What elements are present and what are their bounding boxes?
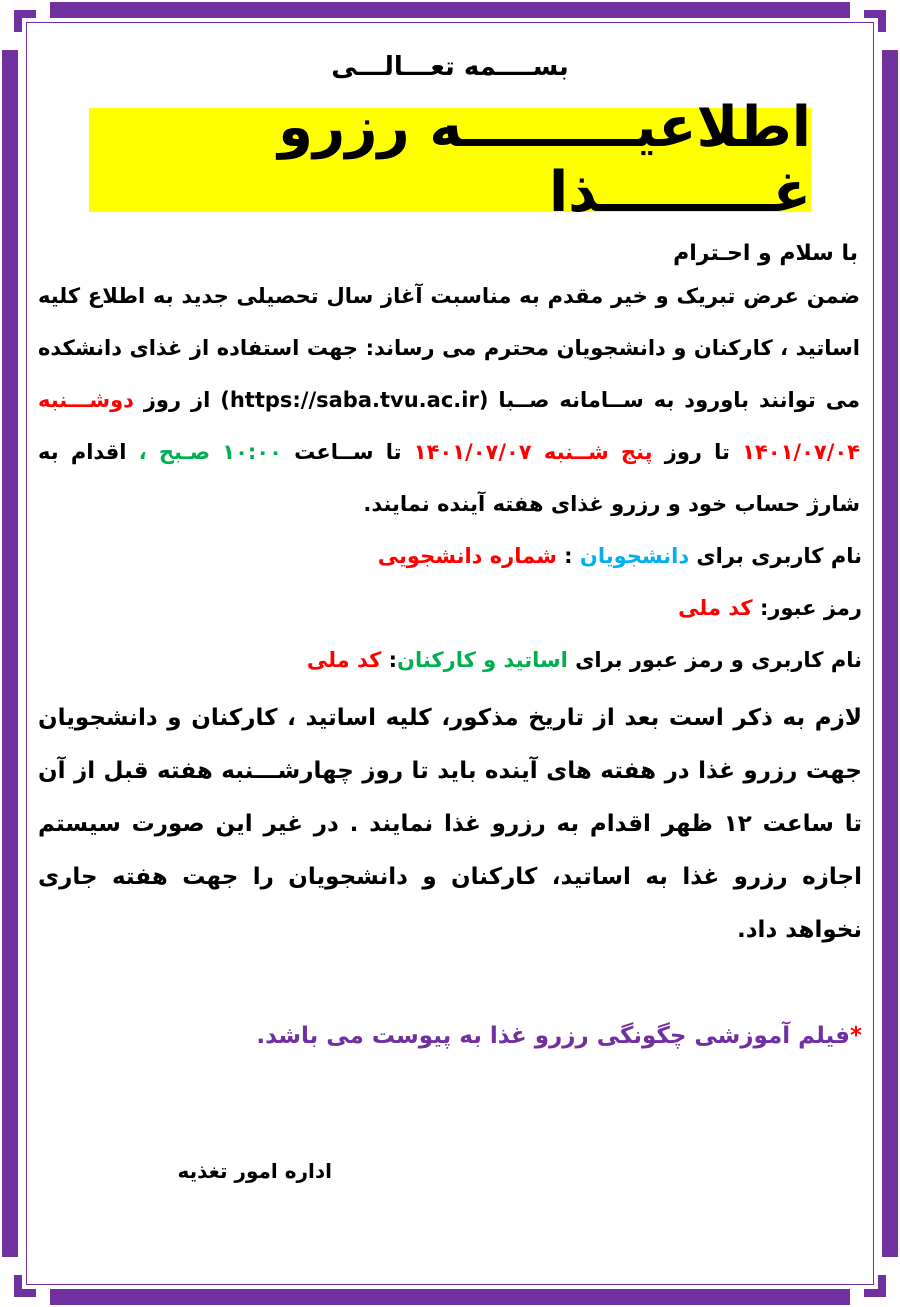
saba-url-link[interactable]: https://saba.tvu.ac.ir [229,388,479,412]
password-value: کد ملی [678,596,753,620]
title-text: اطلاعیـــــــــه رزرو غـــــــــذا [278,95,811,225]
intro-text: اقدام به شارژ حساب خود و رزرو غذای هفته آینده نمایند. [38,440,860,516]
frame-bar-right [882,50,898,1257]
frame-bar-top [50,2,850,18]
intro-text: تا روز [652,440,743,464]
announcement [38,40,862,1183]
start-day: دوشـــنبه [38,388,134,412]
staff-credentials-line [38,634,862,686]
students-label: دانشجویان [579,544,690,568]
national-code-value: کد ملی [306,648,382,672]
greeting: با سلام و احـترام [673,241,858,266]
frame-bar-bottom [50,1289,850,1305]
deadline-time: ۱۰:۰۰ صـبح ، [138,440,282,464]
label: : [556,544,580,568]
end-day: پنج شــنبه [543,440,653,464]
video-note-text: فیلم آموزشی چگونگی رزرو غذا به پیوست می باشد. [256,1023,850,1049]
password-line [38,582,862,634]
label: رمز عبور: [752,596,862,620]
basmala-heading: بســــمه تعـــالـــی [331,52,569,82]
label: : [381,648,398,672]
signature: اداره امور تغذیه [177,1159,332,1183]
label: نام کاربری برای [689,544,862,568]
video-note [38,1019,862,1053]
deadline-notice: لازم به ذکر است بعد از تاریخ مذکور، کلیه اساتید ، کارکنان و دانشجویان جهت رزرو غذا در هفته های آینده باید تا روز چهارشـــنبه هفته قبل از آن تا ساعت ۱۲ ظهر اقدام به رزرو غذا نمایند . در غیر این صورت سیستم اجازه رزرو غذا به اساتید، کارکنان و دانشجویان را جهت هفته جاری نخواهد داد. [38,705,862,943]
intro-text: تا ســاعت [281,440,414,464]
staff-label: اساتید و کارکنان [397,648,568,672]
intro-paragraph [38,270,862,530]
frame-bar-left [2,50,18,1257]
start-date: ۱۴۰۱/۰۷/۰۴ [742,440,861,464]
label: نام کاربری و رمز عبور برای [567,648,862,672]
asterisk: * [849,1023,862,1049]
student-number-value: شماره دانشجویی [377,544,557,568]
intro-text: ضمن عرض تبریک و خیر مقدم به مناسبت آغاز سال تحصیلی جدید به اطلاع کلیه اساتید ، کارکنان و دانشجویان محترم می رساند: جهت استفاده از غذای دانشکده می توانند باورود به ســامانه صــبا ( [38,284,860,412]
end-date: ۱۴۰۱/۰۷/۰۷ [413,440,532,464]
intro-text: ) از روز [133,388,230,412]
student-username-line [38,530,862,582]
announcement-title [89,95,811,225]
